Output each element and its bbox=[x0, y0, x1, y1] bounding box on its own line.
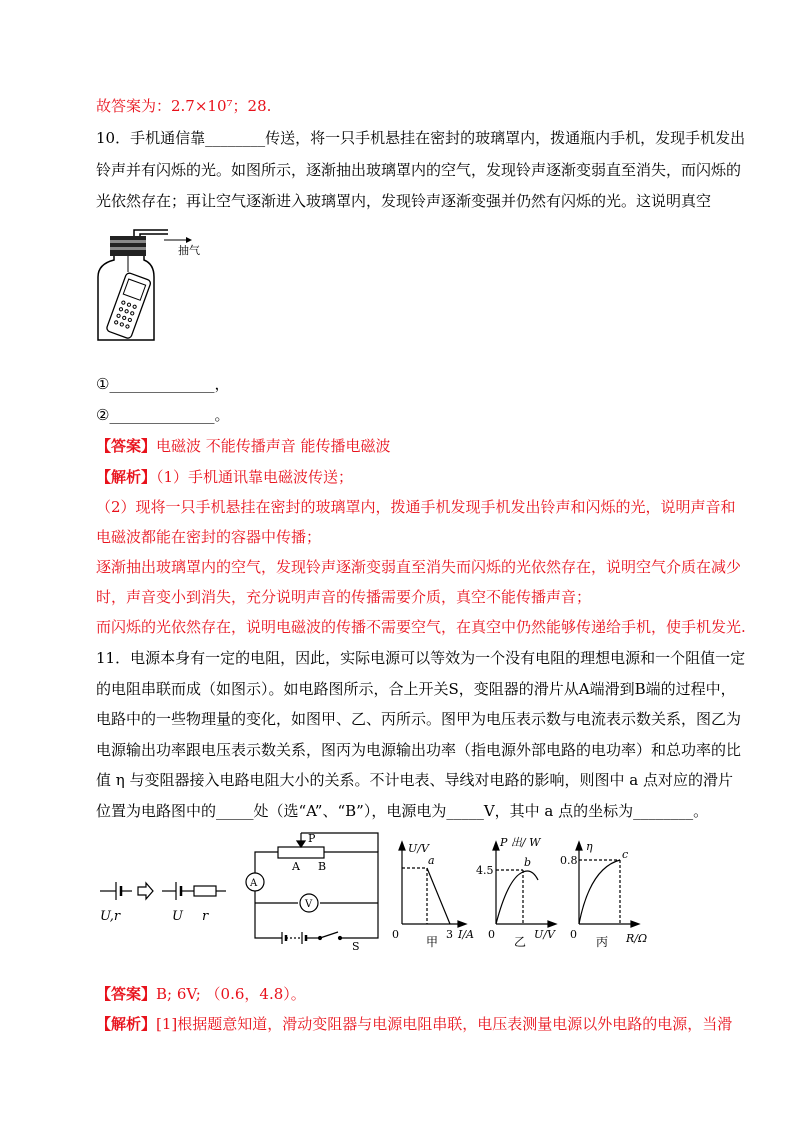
answer-text: 电磁波 不能传播声音 能传播电磁波 bbox=[156, 437, 391, 455]
answer-tag: 【答案】 bbox=[96, 437, 157, 455]
analysis-text: [1]根据题意知道，滑动变阻器与电源电阻串联，电压表测量电源以外电路的电源，当滑 bbox=[156, 1015, 733, 1033]
svg-text:P 出/ W: P 出/ W bbox=[500, 836, 541, 849]
analysis-text: （1）手机通讯靠电磁波传送； bbox=[156, 468, 354, 486]
q11-line4: 电源输出功率跟电压表示数关系，图丙为电源输出功率（指电源外部电路的电功率）和总功率的比 bbox=[96, 741, 742, 759]
svg-text:丙: 丙 bbox=[596, 935, 609, 949]
svg-text:U/V: U/V bbox=[408, 842, 429, 855]
svg-text:B: B bbox=[318, 860, 327, 873]
q10-analysis4: 逐渐抽出玻璃罩内的空气，发现铃声逐渐变弱直至消失而闪烁的光依然存在，说明空气介质在减少 bbox=[96, 558, 742, 576]
q10-analysis5: 时，声音变小到消失，充分说明声音的传播需要介质，真空不能传播声音； bbox=[96, 588, 592, 606]
svg-text:b: b bbox=[524, 856, 532, 869]
svg-text:a: a bbox=[428, 854, 435, 867]
q10-blank2: ②______________。 bbox=[96, 406, 230, 424]
q11-line1: 11．电源本身有一定的电阻，因此，实际电源可以等效为一个没有电阻的理想电源和一个阻值一定 bbox=[96, 649, 746, 667]
answer-tag: 【答案】 bbox=[96, 985, 157, 1003]
q10-analysis1 bbox=[96, 467, 353, 487]
svg-text:3: 3 bbox=[446, 928, 453, 941]
q11-figures bbox=[90, 828, 690, 950]
svg-text:S: S bbox=[352, 940, 360, 950]
svg-text:U: U bbox=[172, 909, 183, 924]
q10-line2: 铃声并有闪烁的光。如图所示，逐渐抽出玻璃罩内的空气，发现铃声逐渐变弱直至消失，而闪烁的 bbox=[96, 161, 742, 179]
svg-text:V: V bbox=[305, 899, 313, 910]
q11-analysis1 bbox=[96, 1014, 732, 1034]
q11-line2: 的电阻串联而成（如图示）。如电路图所示，合上开关S，变阻器的滑片从A端滑到B端的过程中， bbox=[96, 680, 736, 698]
svg-text:R/Ω: R/Ω bbox=[626, 932, 648, 945]
svg-text:0.8: 0.8 bbox=[560, 854, 578, 867]
q10-blank1: ①______________， bbox=[96, 375, 230, 393]
svg-text:P: P bbox=[308, 832, 316, 845]
q11-answer bbox=[96, 984, 306, 1004]
previous-answer: 故答案为：2.7×10⁷；28. bbox=[96, 97, 272, 115]
analysis-tag: 【解析】 bbox=[96, 1015, 157, 1033]
svg-text:0: 0 bbox=[392, 928, 399, 941]
pump-label: 抽气 bbox=[178, 244, 200, 257]
q11-line3: 电路中的一些物理量的变化，如图甲、乙、丙所示。图甲为电压表示数与电流表示数关系，图乙为 bbox=[96, 710, 742, 728]
svg-text:A: A bbox=[292, 860, 300, 873]
svg-text:0: 0 bbox=[488, 928, 495, 941]
svg-text:c: c bbox=[622, 848, 629, 861]
svg-text:r: r bbox=[202, 909, 209, 924]
svg-text:A: A bbox=[250, 878, 258, 889]
svg-text:乙: 乙 bbox=[514, 935, 527, 949]
analysis-tag: 【解析】 bbox=[96, 468, 157, 486]
q10-analysis3: 电磁波都能在密封的容器中传播； bbox=[96, 528, 322, 546]
q10-analysis6: 而闪烁的光依然存在，说明电磁波的传播不需要空气，在真空中仍然能够传递给手机，使手机发光. bbox=[96, 618, 746, 636]
svg-text:η: η bbox=[586, 840, 593, 853]
bell-jar-figure bbox=[96, 222, 206, 350]
q10-answer bbox=[96, 436, 391, 456]
q10-analysis2: （2）现将一只手机悬挂在密封的玻璃罩内，拨通手机发现手机发出铃声和闪烁的光，说明声音和 bbox=[96, 498, 736, 516]
svg-text:4.5: 4.5 bbox=[476, 864, 494, 877]
svg-text:U/V: U/V bbox=[534, 928, 555, 941]
answer-text: B; 6V; （0.6，4.8）。 bbox=[156, 985, 306, 1003]
q11-line5: 值 η 与变阻器接入电路电阻大小的关系。不计电表、导线对电路的影响，则图中 a 点对应的滑片 bbox=[96, 771, 734, 789]
q10-line3: 光依然存在；再让空气逐渐进入玻璃罩内，发现铃声逐渐变强并仍然有闪烁的光。这说明真空 bbox=[96, 192, 712, 210]
svg-text:U,r: U,r bbox=[100, 909, 121, 924]
svg-text:甲: 甲 bbox=[426, 935, 439, 949]
svg-text:I/A: I/A bbox=[458, 928, 474, 941]
q11-line6: 位置为电路图中的_____处（选“A”、“B”），电源电为_____V，其中 a 点的坐标为________。 bbox=[96, 802, 709, 820]
svg-text:0: 0 bbox=[570, 928, 577, 941]
q10-line1: 10．手机通信靠________传送，将一只手机悬挂在密封的玻璃罩内，拨通瓶内手机，发现手机发出 bbox=[96, 129, 746, 147]
